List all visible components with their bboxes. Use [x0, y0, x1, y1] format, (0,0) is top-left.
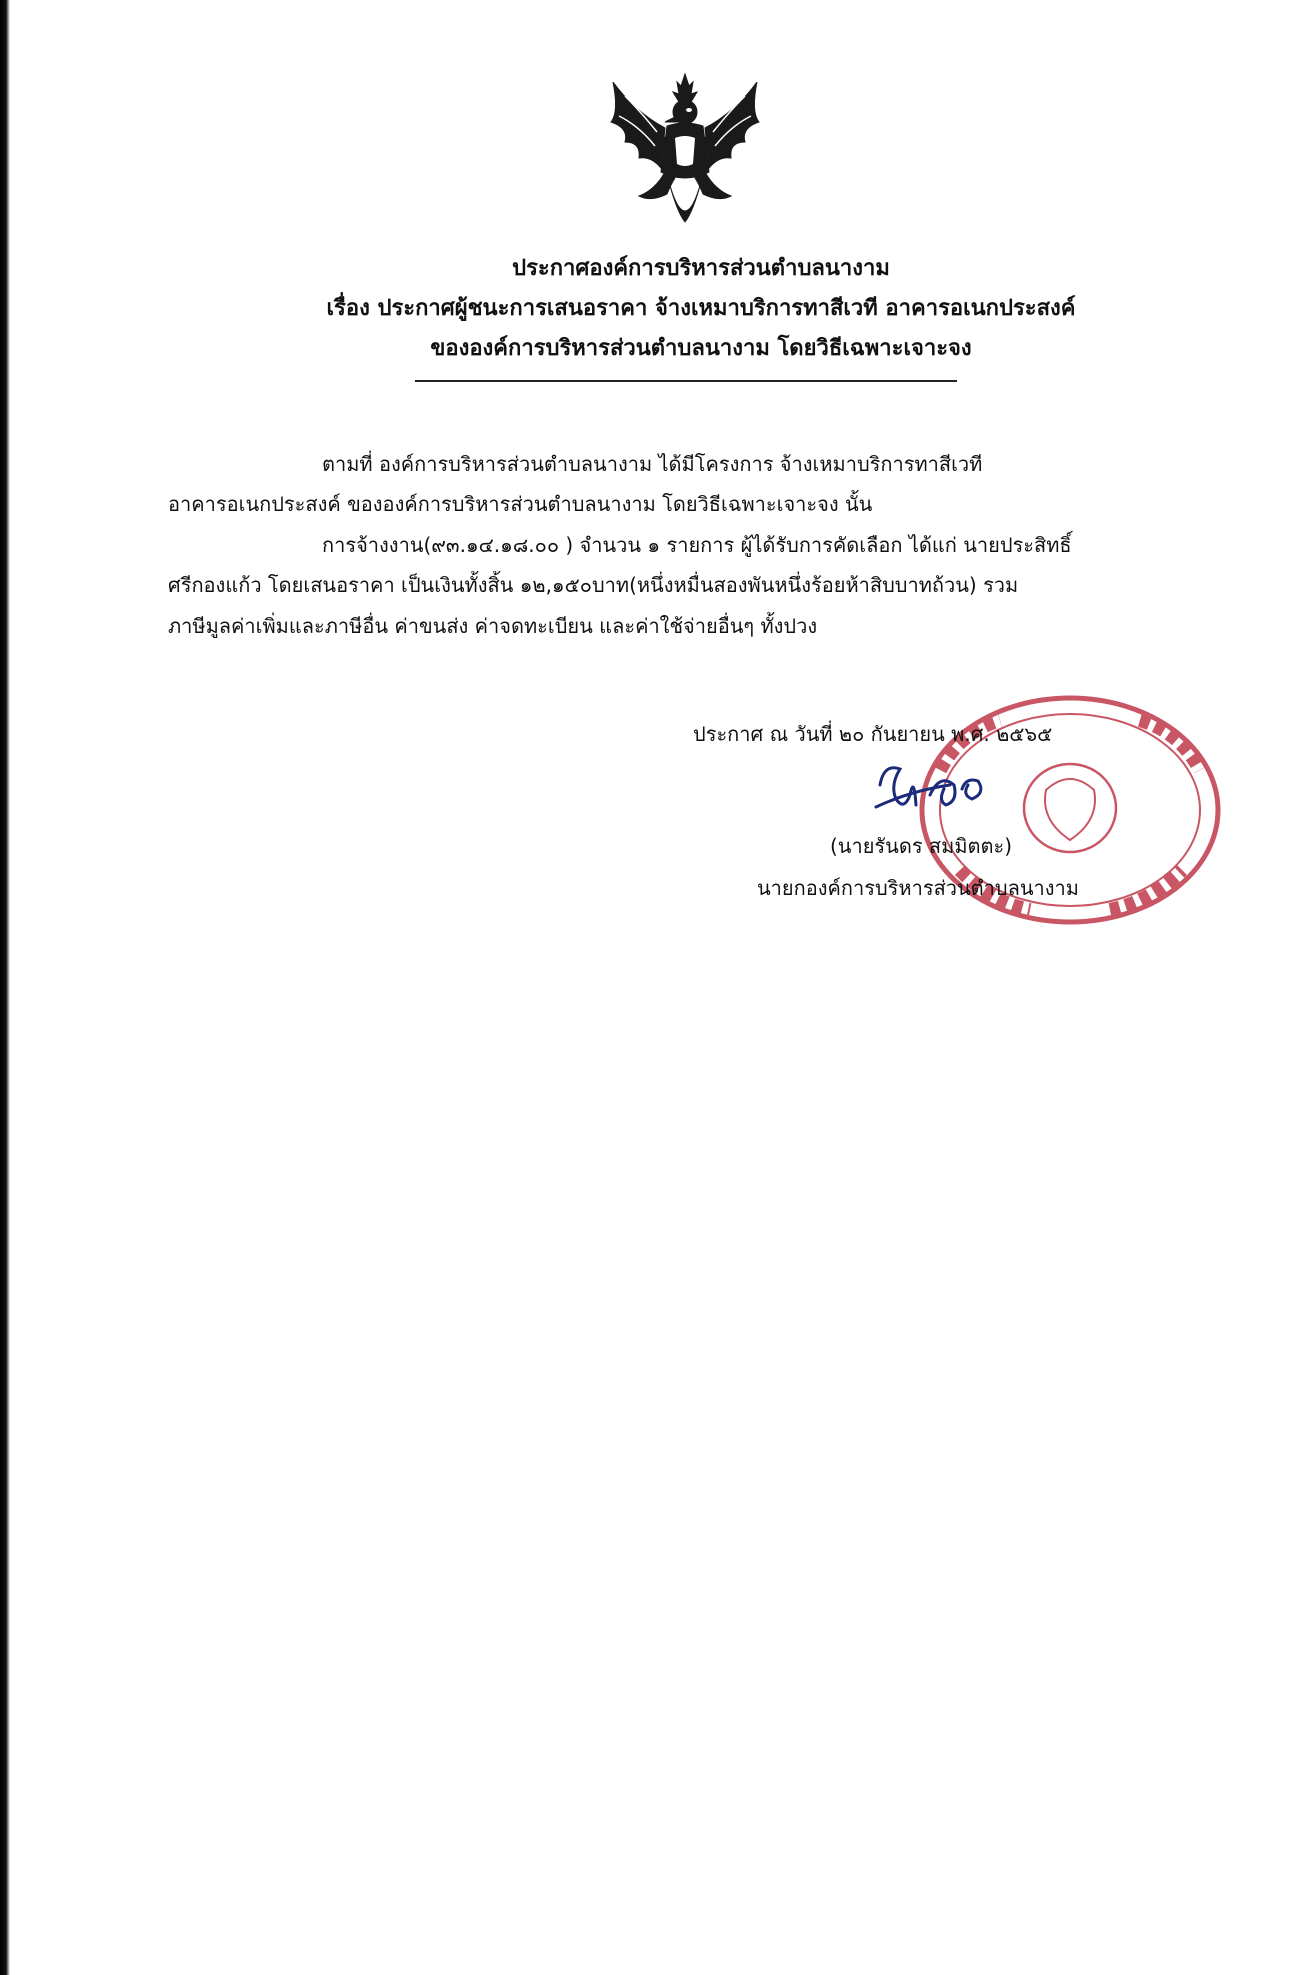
handwritten-signature	[870, 755, 1010, 825]
body-line-3: การจ้างงาน(๙๓.๑๔.๑๘.๐๐ ) จำนวน ๑ รายการ ผู้ได้รับการคัดเลือก ได้แก่ นายประสิทธิ์	[322, 533, 1072, 557]
garuda-emblem-icon	[605, 72, 765, 240]
body-line-4: ศรีกองแก้ว โดยเสนอราคา เป็นเงินทั้งสิ้น ๑๒,๑๕๐บาท(หนึ่งหมื่นสองพันหนึ่งร้อยห้าสิบบาทถ้วน) รวม	[168, 573, 1019, 597]
announcement-date: ประกาศ ณ วันที่ ๒๐ กันยายน พ.ศ. ๒๕๖๕	[693, 722, 1053, 746]
signer-name: (นายรันดร สมมิตตะ)	[830, 834, 1013, 858]
header-subject: เรื่อง ประกาศผู้ชนะการเสนอราคา จ้างเหมาบริการทาสีเวที อาคารอเนกประสงค์	[326, 296, 1076, 321]
signer-title: นายกองค์การบริหารส่วนตำบลนางาม	[757, 876, 1079, 900]
body-line-5: ภาษีมูลค่าเพิ่มและภาษีอื่น ค่าขนส่ง ค่าจดทะเบียน และค่าใช้จ่ายอื่นๆ ทั้งปวง	[168, 614, 818, 638]
body-line-2: อาคารอเนกประสงค์ ขององค์การบริหารส่วนตำบลนางาม โดยวิธีเฉพาะเจาะจง นั้น	[168, 492, 873, 516]
scan-edge	[0, 0, 10, 1975]
body-line-1: ตามที่ องค์การบริหารส่วนตำบลนางาม ได้มีโครงการ จ้างเหมาบริการทาสีเวที	[322, 452, 983, 476]
header-method: ขององค์การบริหารส่วนตำบลนางาม โดยวิธีเฉพาะเจาะจง	[430, 336, 972, 361]
header-organization: ประกาศองค์การบริหารส่วนตำบลนางาม	[512, 256, 890, 281]
header-divider	[415, 380, 957, 382]
